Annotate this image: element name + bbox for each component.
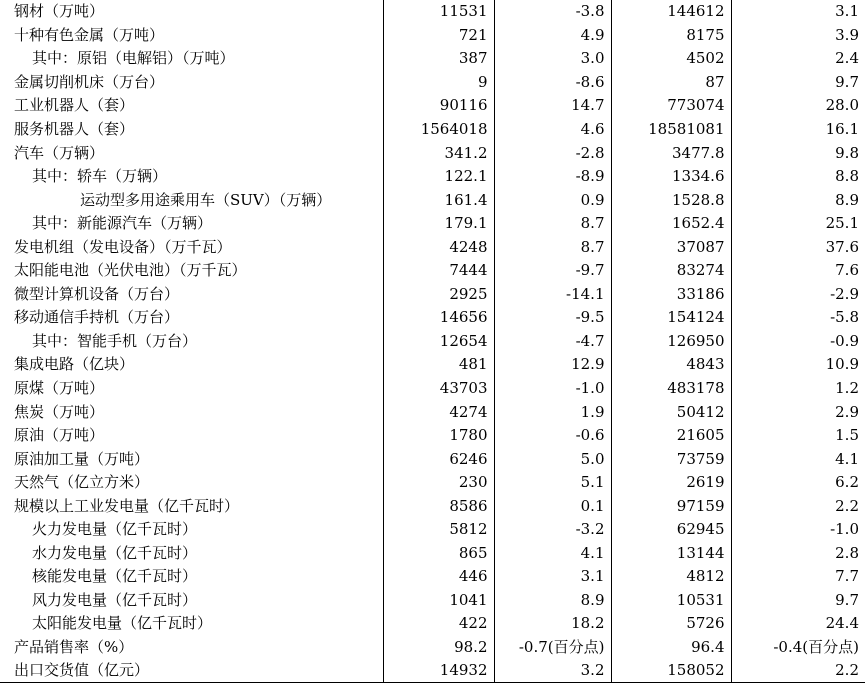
item-name-cell: 焦炭（万吨） — [0, 400, 383, 424]
table-row — [0, 24, 865, 48]
current-value-cell: 7444 — [383, 259, 494, 283]
cumulative-growth-cell: 16.1 — [825, 120, 859, 138]
table-row — [0, 471, 865, 495]
current-value-cell: 5812 — [383, 518, 494, 542]
current-value-cell: 161.4 — [383, 188, 494, 212]
current-growth-cell: 8.9 — [494, 589, 611, 613]
current-value-cell: 4248 — [383, 235, 494, 259]
current-growth-cell: -3.2 — [494, 518, 611, 542]
cumulative-value-cell: 97159 — [611, 494, 731, 518]
item-name-cell: 金属切削机床（万台） — [0, 71, 383, 95]
current-value-cell: 341.2 — [383, 141, 494, 165]
cumulative-value-cell: 83274 — [611, 259, 731, 283]
cumulative-growth-cell: 25.1 — [825, 214, 859, 233]
cumulative-growth-cell: 9.7 — [835, 590, 859, 609]
item-name-cell: 出口交货值（亿元） — [0, 659, 383, 683]
item-name-cell: 天然气（亿立方米） — [0, 471, 383, 495]
cumulative-value-cell: 8175 — [611, 24, 731, 48]
item-name-cell: 工业机器人（套） — [0, 94, 383, 118]
table-row — [0, 542, 865, 566]
table-row — [0, 377, 865, 401]
table-row — [0, 636, 865, 660]
current-value-cell: 1041 — [383, 589, 494, 613]
cumulative-growth-cell: -2.9 — [830, 284, 859, 303]
table-row — [0, 659, 865, 683]
current-growth-cell: 4.9 — [494, 24, 611, 48]
item-name-cell: 核能发电量（亿千瓦时） — [0, 565, 383, 589]
cumulative-value-cell: 13144 — [611, 542, 731, 566]
current-value-cell: 2925 — [383, 283, 494, 307]
current-value-cell: 11531 — [383, 0, 494, 24]
item-name-cell: 产品销售率（%） — [0, 636, 383, 660]
cumulative-value-cell: 483178 — [611, 377, 731, 401]
current-growth-cell: 14.7 — [494, 94, 611, 118]
cumulative-growth-cell: 9.8 — [835, 143, 859, 162]
cumulative-value-cell: 4843 — [611, 353, 731, 377]
current-growth-cell: 8.7 — [494, 212, 611, 236]
item-name-cell: 汽车（万辆） — [0, 141, 383, 165]
table-row — [0, 424, 865, 448]
table-row — [0, 494, 865, 518]
current-growth-cell: -1.0 — [494, 377, 611, 401]
item-name-cell: 集成电路（亿块） — [0, 353, 383, 377]
cumulative-growth-cell: 4.1 — [835, 449, 859, 468]
current-growth-cell: 3.1 — [494, 565, 611, 589]
cumulative-growth-cell: 24.4 — [825, 614, 859, 633]
cumulative-growth-cell: 10.9 — [825, 355, 859, 374]
cumulative-value-cell: 4812 — [611, 565, 731, 589]
item-name-cell: 其中：原铝（电解铝）（万吨） — [0, 47, 383, 71]
cumulative-value-cell: 126950 — [611, 330, 731, 354]
item-name-cell: 风力发电量（亿千瓦时） — [0, 589, 383, 613]
item-name-cell: 其中：新能源汽车（万辆） — [0, 212, 383, 236]
cumulative-value-cell: 1334.6 — [611, 165, 731, 189]
cumulative-growth-cell: -0.9 — [830, 331, 859, 350]
current-growth-cell: 4.6 — [494, 118, 611, 142]
current-value-cell: 14932 — [383, 659, 494, 683]
table-row — [0, 589, 865, 613]
current-value-cell: 12654 — [383, 330, 494, 354]
item-name-cell: 原油加工量（万吨） — [0, 447, 383, 471]
current-value-cell: 43703 — [383, 377, 494, 401]
table-row — [0, 235, 865, 259]
cumulative-value-cell: 3477.8 — [611, 141, 731, 165]
item-name-cell: 火力发电量（亿千瓦时） — [0, 518, 383, 542]
cumulative-growth-cell: 1.2 — [835, 379, 859, 398]
cumulative-growth-cell: 6.2 — [835, 473, 859, 492]
cumulative-growth-cell: -1.0 — [830, 520, 859, 539]
cumulative-value-cell: 50412 — [611, 400, 731, 424]
table-row — [0, 118, 865, 142]
item-name-cell: 微型计算机设备（万台） — [0, 283, 383, 307]
cumulative-value-cell: 73759 — [611, 447, 731, 471]
current-value-cell: 721 — [383, 24, 494, 48]
current-growth-cell: -4.7 — [494, 330, 611, 354]
cumulative-value-cell: 87 — [611, 71, 731, 95]
item-name-cell: 服务机器人（套） — [0, 118, 383, 142]
table-row — [0, 259, 865, 283]
item-name-cell: 原煤（万吨） — [0, 377, 383, 401]
current-growth-cell: -3.8 — [494, 0, 611, 24]
current-growth-cell: 12.9 — [494, 353, 611, 377]
cumulative-value-cell: 96.4 — [611, 636, 731, 660]
item-name-cell: 其中：轿车（万辆） — [0, 165, 383, 189]
table-row — [0, 330, 865, 354]
current-value-cell: 14656 — [383, 306, 494, 330]
current-value-cell: 122.1 — [383, 165, 494, 189]
current-value-cell: 446 — [383, 565, 494, 589]
cumulative-value-cell: 773074 — [611, 94, 731, 118]
table-row — [0, 71, 865, 95]
current-growth-cell: 5.0 — [494, 447, 611, 471]
current-value-cell: 90116 — [383, 94, 494, 118]
item-name-cell: 太阳能电池（光伏电池）（万千瓦） — [0, 259, 383, 283]
cumulative-growth-cell: 8.9 — [835, 190, 859, 209]
current-growth-cell: 3.2 — [494, 659, 611, 683]
table-row — [0, 400, 865, 424]
table-row — [0, 94, 865, 118]
cumulative-growth-cell: 2.2 — [731, 659, 865, 683]
cumulative-value-cell: 21605 — [611, 424, 731, 448]
current-growth-cell: 8.7 — [494, 235, 611, 259]
current-value-cell: 865 — [383, 542, 494, 566]
cumulative-value-cell: 144612 — [611, 0, 731, 24]
current-value-cell: 1564018 — [383, 118, 494, 142]
cumulative-growth-cell: 2.4 — [835, 49, 859, 68]
cumulative-value-cell: 10531 — [611, 589, 731, 613]
current-value-cell: 481 — [383, 353, 494, 377]
current-value-cell: 8586 — [383, 494, 494, 518]
current-growth-cell: 0.1 — [494, 494, 611, 518]
item-name-cell: 原油（万吨） — [0, 424, 383, 448]
cumulative-value-cell: 37087 — [611, 235, 731, 259]
current-growth-cell: 1.9 — [494, 400, 611, 424]
item-name-cell: 太阳能发电量（亿千瓦时） — [0, 612, 383, 636]
item-name-cell: 水力发电量（亿千瓦时） — [0, 542, 383, 566]
current-growth-cell: -8.9 — [494, 165, 611, 189]
cumulative-growth-cell: -5.8 — [830, 308, 859, 327]
current-growth-cell: -0.7(百分点) — [494, 636, 611, 660]
cumulative-growth-cell: 3.1 — [835, 2, 859, 21]
current-value-cell: 230 — [383, 471, 494, 495]
cumulative-value-cell: 1528.8 — [611, 188, 731, 212]
current-growth-cell: -9.7 — [494, 259, 611, 283]
current-growth-cell: -2.8 — [494, 141, 611, 165]
current-value-cell: 4274 — [383, 400, 494, 424]
cumulative-growth-cell: 7.6 — [835, 261, 859, 280]
item-name-cell: 运动型多用途乘用车（SUV）（万辆） — [0, 188, 383, 212]
current-growth-cell: 3.0 — [494, 47, 611, 71]
cumulative-value-cell: 62945 — [611, 518, 731, 542]
current-value-cell: 1780 — [383, 424, 494, 448]
cumulative-growth-cell: 2.2 — [835, 496, 859, 515]
current-value-cell: 9 — [383, 71, 494, 95]
current-growth-cell: -0.6 — [494, 424, 611, 448]
table-row — [0, 212, 865, 236]
current-growth-cell: 5.1 — [494, 471, 611, 495]
cumulative-value-cell: 18581081 — [611, 118, 731, 142]
table-row — [0, 306, 865, 330]
current-growth-cell: -9.5 — [494, 306, 611, 330]
item-name-cell: 钢材（万吨） — [0, 0, 383, 24]
cumulative-value-cell: 2619 — [611, 471, 731, 495]
item-name-cell: 十种有色金属（万吨） — [0, 24, 383, 48]
table-row — [0, 0, 865, 24]
cumulative-growth-cell: 2.8 — [835, 543, 859, 562]
table-row — [0, 612, 865, 636]
current-growth-cell: 0.9 — [494, 188, 611, 212]
cumulative-growth-cell: 8.8 — [835, 167, 859, 186]
cumulative-value-cell: 1652.4 — [611, 212, 731, 236]
current-value-cell: 387 — [383, 47, 494, 71]
cumulative-growth-cell: 2.9 — [835, 402, 859, 421]
table-row — [0, 283, 865, 307]
current-growth-cell: 18.2 — [494, 612, 611, 636]
current-value-cell: 98.2 — [383, 636, 494, 660]
table-row — [0, 188, 865, 212]
table-row — [0, 353, 865, 377]
current-growth-cell: -8.6 — [494, 71, 611, 95]
cumulative-growth-cell: 1.5 — [835, 426, 859, 445]
item-name-cell: 移动通信手持机（万台） — [0, 306, 383, 330]
table-row — [0, 47, 865, 71]
cumulative-value-cell: 33186 — [611, 283, 731, 307]
cumulative-value-cell: 158052 — [611, 659, 731, 683]
current-value-cell: 422 — [383, 612, 494, 636]
item-name-cell: 发电机组（发电设备）（万千瓦） — [0, 235, 383, 259]
cumulative-value-cell: 5726 — [611, 612, 731, 636]
cumulative-growth-cell: 3.9 — [835, 25, 859, 44]
table-row — [0, 141, 865, 165]
current-growth-cell: 4.1 — [494, 542, 611, 566]
table-row — [0, 565, 865, 589]
cumulative-growth-cell: 9.7 — [835, 72, 859, 91]
table-row — [0, 447, 865, 471]
item-name-cell: 其中：智能手机（万台） — [0, 330, 383, 354]
cumulative-value-cell: 154124 — [611, 306, 731, 330]
current-value-cell: 179.1 — [383, 212, 494, 236]
cumulative-growth-cell: 28.0 — [825, 96, 859, 115]
cumulative-value-cell: 4502 — [611, 47, 731, 71]
current-value-cell: 6246 — [383, 447, 494, 471]
cumulative-growth-cell: 7.7 — [835, 567, 859, 586]
cumulative-growth-cell: -0.4(百分点) — [773, 638, 859, 657]
table-row — [0, 165, 865, 189]
current-growth-cell: -14.1 — [494, 283, 611, 307]
table-row — [0, 518, 865, 542]
cumulative-growth-cell: 37.6 — [825, 237, 859, 256]
item-name-cell: 规模以上工业发电量（亿千瓦时） — [0, 494, 383, 518]
